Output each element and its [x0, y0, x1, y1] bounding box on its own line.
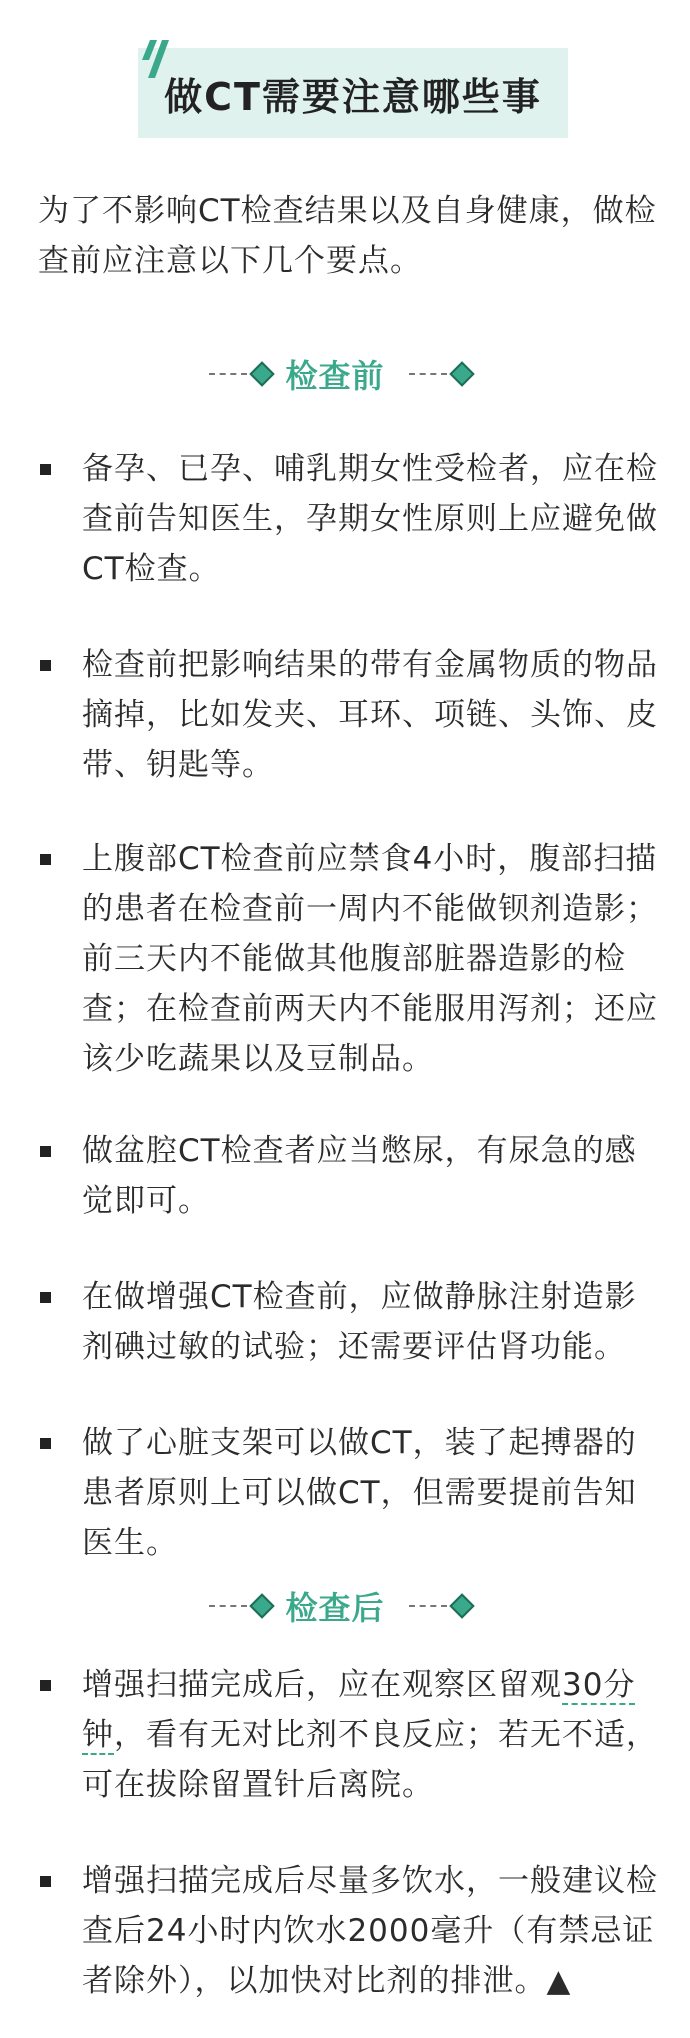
title-box	[138, 48, 568, 138]
bullet-icon	[40, 1146, 51, 1157]
bullet-icon	[40, 464, 51, 475]
list-item	[40, 1272, 666, 1372]
underlined-duration: 30分钟	[82, 1667, 636, 1753]
intro-paragraph: 为了不影响CT检查结果以及自身健康，做检查前应注意以下几个要点。	[38, 193, 657, 279]
list-item	[40, 1856, 666, 2006]
list-item	[40, 1660, 666, 1810]
diamond-icon	[449, 361, 474, 386]
list-item	[40, 640, 666, 790]
list-item-text: 备孕、已孕、哺乳期女性受检者，应在检查前告知医生，孕期女性原则上应避免做CT检查。	[82, 451, 658, 587]
title-block	[138, 42, 568, 138]
dashed-line	[209, 1605, 247, 1607]
diamond-icon	[449, 1593, 474, 1618]
list-item-text	[82, 1660, 666, 1810]
section-label: 检查前	[285, 357, 385, 395]
text-segment: 增强扫描完成后，应在观察区留观	[82, 1667, 562, 1703]
list-item	[40, 444, 666, 594]
diamond-icon	[250, 1593, 275, 1618]
list-item	[40, 834, 666, 1084]
list-item	[40, 1418, 666, 1568]
list-item-text: 在做增强CT检查前，应做静脉注射造影剂碘过敏的试验；还需要评估肾功能。	[82, 1279, 637, 1365]
bullet-icon	[40, 1438, 51, 1449]
dashed-line	[409, 1605, 447, 1607]
list-item-text: 上腹部CT检查前应禁食4小时，腹部扫描的患者在检查前一周内不能做钡剂造影；前三天内不能做其他腹部脏器造影的检查；在检查前两天内不能服用泻剂；还应该少吃蔬果以及豆制品。	[82, 841, 658, 1077]
list-item-text: 做盆腔CT检查者应当憋尿，有尿急的感觉即可。	[82, 1133, 637, 1219]
diamond-icon	[250, 361, 275, 386]
bullet-icon	[40, 854, 51, 865]
dashed-line	[409, 373, 447, 375]
bullet-icon	[40, 1680, 51, 1691]
dashed-line	[209, 373, 247, 375]
list-item-text: 做了心脏支架可以做CT，装了起搏器的患者原则上可以做CT，但需要提前告知医生。	[82, 1425, 637, 1561]
bullet-icon	[40, 660, 51, 671]
page-title: 做CT需要注意哪些事	[164, 74, 542, 119]
list-item-text: 检查前把影响结果的带有金属物质的物品摘掉，比如发夹、耳环、项链、头饰、皮带、钥匙等。	[82, 647, 658, 783]
section-header-after	[0, 1584, 690, 1628]
list-item	[40, 1126, 666, 1226]
section-header-before	[0, 352, 690, 396]
section-label: 检查后	[285, 1589, 385, 1627]
text-segment: ，看有无对比剂不良反应；若无不适，可在拔除留置针后离院。	[82, 1717, 658, 1803]
bullet-icon	[40, 1292, 51, 1303]
list-item-text: 增强扫描完成后尽量多饮水，一般建议检查后24小时内饮水2000毫升（有禁忌证者除外），以加快对比剂的排泄。▲	[82, 1863, 658, 1999]
double-slash-mark-icon	[140, 38, 170, 82]
bullet-icon	[40, 1876, 51, 1887]
